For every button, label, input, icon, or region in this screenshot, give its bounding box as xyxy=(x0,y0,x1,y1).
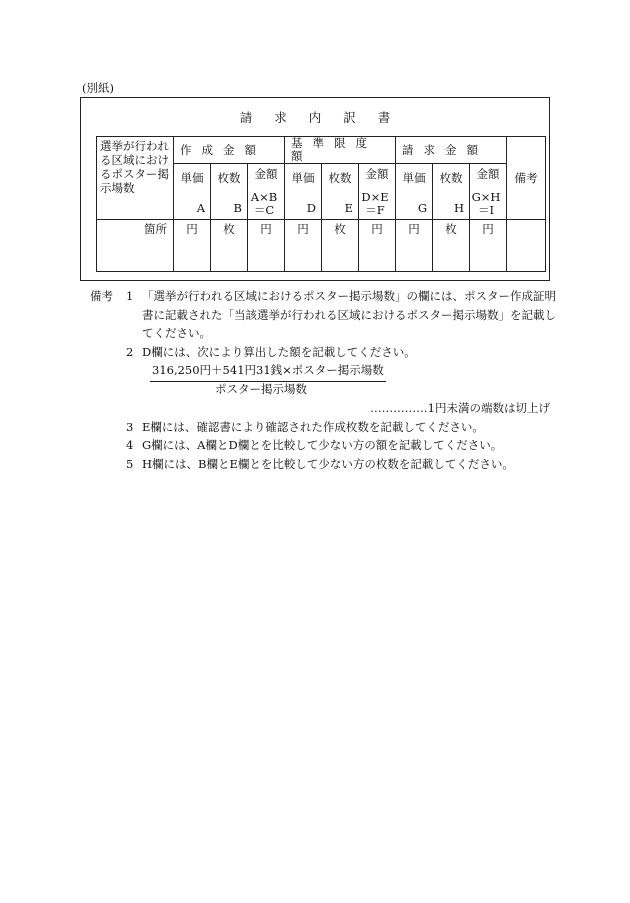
document-title: 請求内訳書 xyxy=(239,110,413,125)
note-text: H欄には、B欄とE欄とを比較して少ない方の枚数を記載してください。 xyxy=(142,456,514,471)
note-text: 「選挙が行われる区域におけるポスター掲示場数」の欄には、ポスター作成証明書に記載された「当該選挙が行われる区域におけるポスター掲示場数」を記載してください。 xyxy=(142,289,556,340)
note-number: 2 xyxy=(126,344,134,359)
note-number: 1 xyxy=(126,289,134,303)
col-quantity-e: 枚数 E xyxy=(322,164,359,220)
note-5 xyxy=(90,455,560,474)
col-amount-i: 金額 G×H ＝I xyxy=(470,164,507,220)
group-header-claim: 請求金額 xyxy=(396,137,507,164)
formula xyxy=(90,361,560,399)
unit-c: 円 xyxy=(248,220,285,272)
unit-f: 円 xyxy=(359,220,396,272)
remarks-heading: 備考 xyxy=(90,289,113,303)
col-unit-price-d: 単価 D xyxy=(285,164,322,220)
group-header-production: 作成金額 xyxy=(174,137,285,164)
unit-d: 円 xyxy=(285,220,322,272)
formula-denominator: ポスター掲示場数 xyxy=(215,382,307,396)
col-unit-price-a: 単価 A xyxy=(174,164,211,220)
note-number: 4 xyxy=(126,438,134,452)
polling-place-count-header: 選挙が行われる区域におけるポスター掲示場数 xyxy=(97,137,174,220)
invoice-breakdown-frame xyxy=(80,97,550,281)
note-4 xyxy=(90,436,560,455)
col-amount-c: 金額 A×B ＝C xyxy=(248,164,285,220)
breakdown-table xyxy=(96,136,546,272)
attachment-label: (別紙) xyxy=(82,81,114,95)
unit-i: 円 xyxy=(470,220,507,272)
col-amount-f: 金額 D×E ＝F xyxy=(359,164,396,220)
unit-remarks xyxy=(507,220,546,272)
note-number: 5 xyxy=(126,456,134,471)
note-number: 3 xyxy=(126,419,134,434)
note-text: G欄には、A欄とD欄とを比較して少ない方の額を記載してください。 xyxy=(142,438,503,452)
unit-b: 枚 xyxy=(211,220,248,272)
col-quantity-h: 枚数 H xyxy=(433,164,470,220)
formula-numerator: 316,250円＋541円31銭×ポスター掲示場数 xyxy=(150,361,386,382)
table-header-row xyxy=(97,137,546,164)
col-quantity-b: 枚数 B xyxy=(211,164,248,220)
unit-h: 枚 xyxy=(433,220,470,272)
unit-e: 枚 xyxy=(322,220,359,272)
note-text: D欄には、次により算出した額を記載してください。 xyxy=(142,344,416,359)
col-unit-price-g: 単価 G xyxy=(396,164,433,220)
unit-places: 箇所 xyxy=(97,220,174,272)
note-2 xyxy=(90,343,560,362)
remarks-column-header: 備考 xyxy=(507,137,546,220)
unit-g: 円 xyxy=(396,220,433,272)
note-1 xyxy=(90,287,560,343)
unit-a: 円 xyxy=(174,220,211,272)
rounding-rule: ……………1円未満の端数は切上げ xyxy=(370,401,550,415)
table-unit-row xyxy=(97,220,546,272)
note-text: E欄には、確認書により確認された作成枚数を記載してください。 xyxy=(142,419,484,434)
group-header-limit: 基準限度額 xyxy=(285,137,396,164)
note-3 xyxy=(90,418,560,437)
remarks-section xyxy=(90,287,560,473)
